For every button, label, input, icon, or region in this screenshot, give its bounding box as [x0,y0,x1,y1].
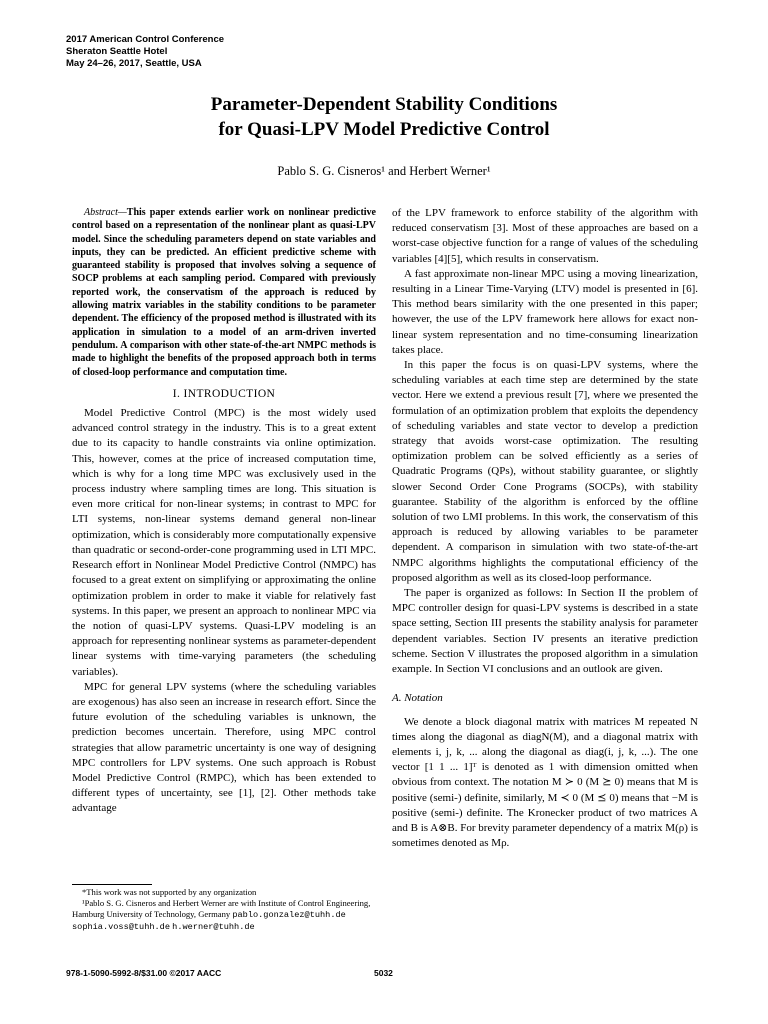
footnote-rule [72,884,152,885]
abstract-text: This paper extends earlier work on nonlinear predictive control based on a representation of the nonlinear plant as quasi-LPV model. Since the scheduling parameters depend on state variables and inputs, they can be predicted. An efficient predictive scheme with guaranteed stability is proposed that involves solving a sequence of SOCP problems at each sampling period. Compared with previously reported work, the conservatism of the approach is reduced by allowing matrix variables in the stability conditions to be parameter dependent. The efficiency of the proposed method is illustrated with its application in simulation to a model of an arm-driven inverted pendulum. A comparison with other state-of-the-art NMPC methods is made to highlight the benefits of the proposed approach both in terms of closed-loop performance and computation time. [72,207,376,378]
footer-isbn: 978-1-5090-5992-8/$31.00 ©2017 AACC [66,968,222,978]
footnotes [72,884,376,933]
title-line-1: Parameter-Dependent Stability Conditions [210,94,558,115]
intro-paragraph-6: The paper is organized as follows: In Section II the problem of MPC controller design for quasi-LPV systems is described in a state space setting, Section III presents the stability analysis for parameter dependent variables. Section IV presents an iterative prediction scheme. Section V illustrates the proposed algorithm in a simulation example. In Section VI conclusions and an outlook are given. [392,587,698,676]
conference-info [66,34,224,70]
intro-paragraph-2: MPC for general LPV systems (where the scheduling variables are exogenous) has also seen an increase in research effort. Since the future evolution of the scheduling variables is unknown, the prediction becomes uncertain. Therefore, using MPC control strategies that allow parametric uncertainty is one way of designing MPC controllers for LPV systems. One such approach is Robust Model Predictive Control (RMPC), which has been extended to different types of uncertainty, see [1], [2]. Other methods take advantage [72,680,376,815]
affiliation-text: ¹Pablo S. G. Cisneros and Herbert Werner are with Institute of Control Engineering, Hamburg University of Technology, Germany [72,898,371,919]
intro-paragraph-5: In this paper the focus is on quasi-LPV systems, where the scheduling variables at each time step are determined by the state vector. Here we extend a previous result [7], where we presented the formulation of an optimization problem that exploits the dependency of scheduling variables and state vector to develop a prediction strategy that avoids worst-case optimization. The resulting optimization problem can be solved efficiently as a series of Quadratic Programs (QPs), without stability guarantee, or slightly slower Second Order Cone Programs (SOCPs), with stability guarantee. Stability of the algorithm is enforced by the offline solution of two LMI problems. In this work, the conservatism of this approach is reduced by allowing variables to be parameter dependent. A comparison in simulation with two state-of-the-art NMPC algorithms highlights the computational efficiency of the proposed algorithm as well as its closed-loop performance. [392,359,698,584]
page-number: 5032 [374,968,393,978]
conference-venue: Sheraton Seattle Hotel [66,46,168,57]
intro-paragraph-3: of the LPV framework to enforce stability of the algorithm with reduced conservatism [3]. Most of these approaches are based on a worst-case objective function for a range of values of the scheduling variables [4][5], which results in conservatism. [392,207,698,265]
intro-paragraph-4: A fast approximate non-linear MPC using a moving linearization, resulting in a Linear Time-Varying (LTV) model is presented in [6]. This method bears similarity with the one presented in this paper; however, the use of the LPV framework here allows for exact non-linear system representation and no time-consuming linearization takes place. [392,267,698,356]
conference-date: May 24–26, 2017, Seattle, USA [66,58,202,69]
email-2[interactable]: sophia.voss@tuhh.de [72,922,170,932]
email-3[interactable]: h.werner@tuhh.de [172,922,255,932]
right-column [392,206,698,851]
footnote-funding: *This work was not supported by any organization [82,887,257,897]
abstract-label: Abstract— [84,207,127,218]
authors: Pablo S. G. Cisneros¹ and Herbert Werner¹ [277,164,491,178]
abstract [72,206,376,379]
footnote-affiliation [72,898,376,933]
notation-paragraph: We denote a block diagonal matrix with matrices M repeated N times along the diagonal as diagN(M), and a diagonal matrix with elements i, j, k, ... along the diagonal as diag(i, j, k, ...). The one vector [1 1 ... 1]ᵀ is denoted as 1 with dimension omitted when obvious from context. The notation M ≻ 0 (M ⪰ 0) means that M is positive (semi-) definite, similarly, M ≺ 0 (M ⪯ 0) means that −M is positive (semi-) definite. The Kronecker product of two matrices A and B is A⊗B. For brevity parameter dependency of a matrix M(ρ) is sometimes denoted as Mρ. [392,715,698,850]
title-line-2: for Quasi-LPV Model Predictive Control [218,119,550,140]
section-heading-introduction: I. INTRODUCTION [172,387,276,400]
left-column [72,206,376,817]
subsection-heading-notation: A. Notation [392,692,443,705]
email-1[interactable]: pablo.gonzalez@tuhh.de [232,910,346,920]
conference-name: 2017 American Control Conference [66,34,225,45]
intro-paragraph-1: Model Predictive Control (MPC) is the most widely used advanced control strategy in the industry. This is to a great extent due to its capacity to handle constraints via online optimization. This, however, comes at the price of increased computation time, which is why for a long time MPC was exclusively used in the process industry where sampling times are long. This situation is even more critical for non-linear systems; in contrast to MPC for LTI systems, non-linear systems demand general non-linear optimization, which is considerably more computationally expensive than quadratic or second-order-cone programming used in LTI MPC. Research effort in Nonlinear Model Predictive Control (NMPC) has focused to a great extent on simplifying or approximating the online optimization problem in order to make it viable for relatively fast systems. In this paper, we present an approach to nonlinear MPC via the notion of quasi-LPV systems. Quasi-LPV modeling is an approach for representing nonlinear systems as parameter-dependent linear systems with time-varying parameters (the scheduling variables). [72,407,376,678]
paper-title [0,92,768,142]
